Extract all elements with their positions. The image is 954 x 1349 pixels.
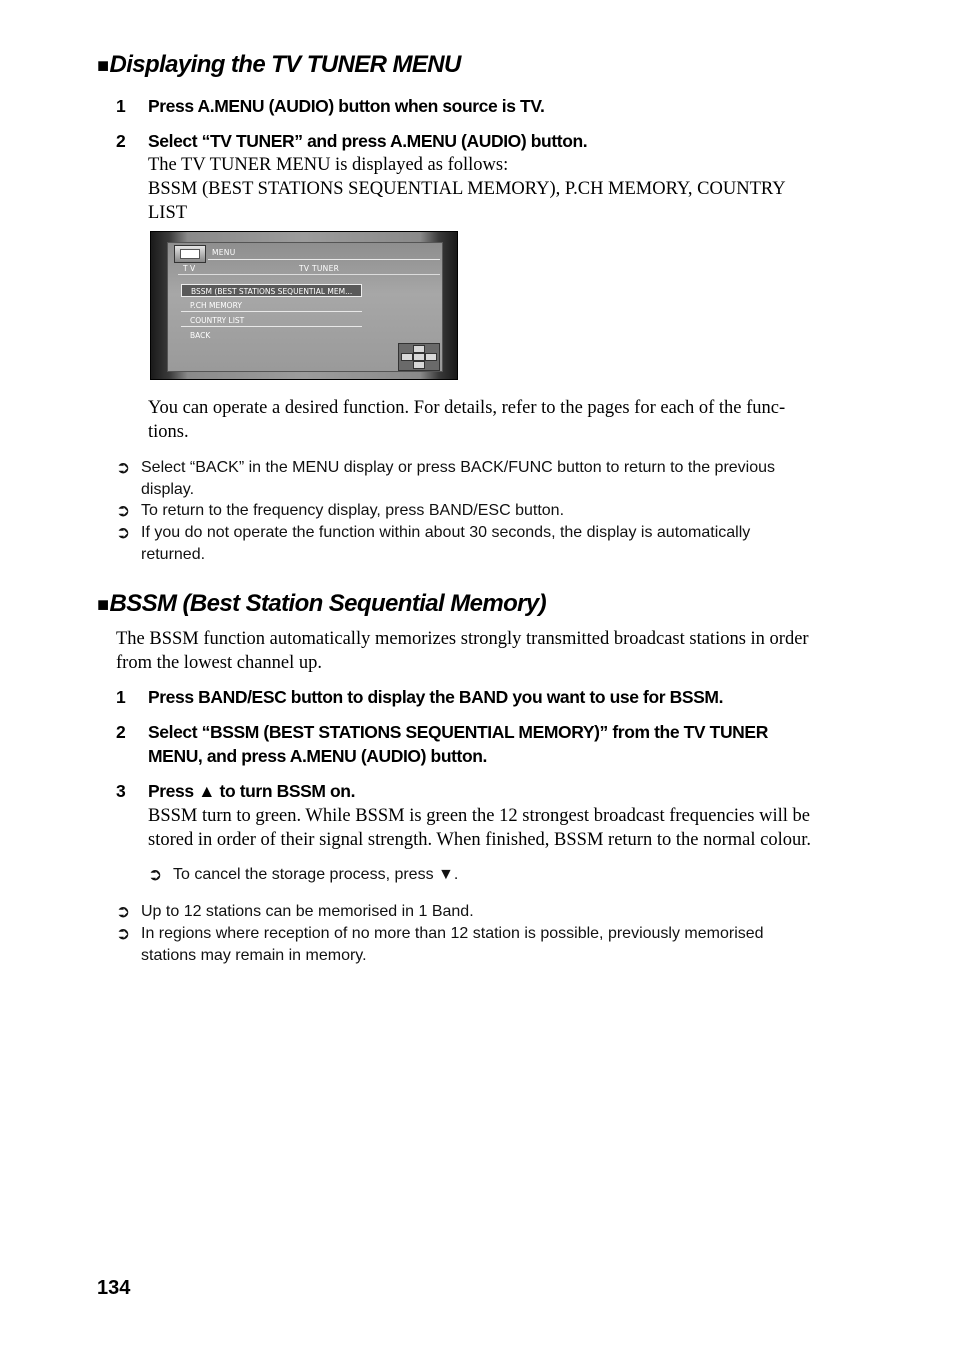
note-arrow-icon: ➲: [116, 523, 131, 542]
screen-item-bssm: BSSM (BEST STATIONS SEQUENTIAL MEM...: [181, 284, 362, 297]
intro-line: The BSSM function automatically memorizes strongly transmitted broadcast stations in order: [116, 629, 809, 649]
page-number: 134: [97, 1277, 131, 1299]
screen-divider: [208, 259, 440, 260]
note-line: To return to the frequency display, press BAND/ESC button.: [141, 502, 565, 519]
note: [116, 457, 776, 500]
note: [116, 923, 764, 966]
section-heading-bssm: [97, 590, 546, 619]
note: [116, 500, 565, 522]
step2-body-line: LIST: [148, 203, 188, 223]
note-line: returned.: [141, 545, 206, 563]
screen-item-country-list: COUNTRY LIST: [181, 314, 362, 327]
step-text: MENU, and press A.MENU (AUDIO) button.: [148, 746, 488, 766]
note: [116, 901, 474, 923]
step-text: Press ▲ to turn BSSM on.: [148, 781, 356, 801]
step-number: 3: [116, 781, 126, 801]
note-arrow-icon: ➲: [116, 458, 131, 477]
screen-source-label: T V: [183, 264, 196, 273]
screen-title: TV TUNER: [299, 264, 340, 273]
note: [148, 864, 459, 886]
note-line: To cancel the storage process, press ▼.: [173, 866, 459, 883]
note-line: In regions where reception of no more than 12 station is possible, previously memorised: [141, 925, 764, 942]
tv-tuner-menu-screenshot: [150, 231, 458, 380]
step-text: Press A.MENU (AUDIO) button when source is TV.: [148, 96, 545, 116]
step2-body-line: BSSM (BEST STATIONS SEQUENTIAL MEMORY), P.CH MEMORY, COUNTRY: [148, 179, 786, 199]
step-number: 1: [116, 96, 126, 116]
note-arrow-icon: ➲: [116, 924, 131, 943]
screen-item-back: BACK: [190, 331, 211, 340]
step3-body-line: BSSM turn to green. While BSSM is green the 12 strongest broadcast frequencies will be: [148, 806, 810, 826]
heading-marker: ■: [97, 55, 109, 77]
heading-text: BSSM (Best Station Sequential Memory): [109, 590, 547, 617]
note-line: display.: [141, 480, 195, 498]
step2-body-line: The TV TUNER MENU is displayed as follows:: [148, 155, 509, 175]
note-arrow-icon: ➲: [116, 501, 131, 520]
note-arrow-icon: ➲: [116, 902, 131, 921]
after-screen-line: tions.: [148, 422, 189, 442]
step-number: 2: [116, 722, 126, 742]
screen-display: [167, 242, 443, 372]
intro-line: from the lowest channel up.: [116, 653, 323, 673]
step-text: Press BAND/ESC button to display the BAND you want to use for BSSM.: [148, 687, 724, 707]
step-text: Select “BSSM (BEST STATIONS SEQUENTIAL MEMORY)” from the TV TUNER: [148, 722, 768, 742]
step-number: 2: [116, 131, 126, 151]
joystick-pad-icon: [398, 343, 440, 371]
note-line: stations may remain in memory.: [141, 946, 367, 964]
screen-divider: [178, 274, 440, 275]
note-line: If you do not operate the function within about 30 seconds, the display is automatically: [141, 524, 751, 541]
screen-item-pch-memory: P.CH MEMORY: [181, 299, 362, 312]
note-line: Up to 12 stations can be memorised in 1 Band.: [141, 903, 474, 920]
screen-menu-label: MENU: [212, 248, 236, 257]
step-text: Select “TV TUNER” and press A.MENU (AUDIO) button.: [148, 131, 588, 151]
section-heading-tv-tuner-menu: [97, 51, 461, 80]
after-screen-line: You can operate a desired function. For details, refer to the pages for each of the func-: [148, 398, 786, 418]
note: [116, 522, 751, 565]
step3-body-line: stored in order of their signal strength. When finished, BSSM return to the normal colour.: [148, 830, 811, 850]
menu-tab-icon: [174, 245, 206, 263]
heading-marker: ■: [97, 594, 109, 616]
note-arrow-icon: ➲: [148, 865, 163, 884]
note-line: Select “BACK” in the MENU display or press BACK/FUNC button to return to the previous: [141, 459, 776, 476]
step-number: 1: [116, 687, 126, 707]
heading-text: Displaying the TV TUNER MENU: [109, 51, 461, 78]
